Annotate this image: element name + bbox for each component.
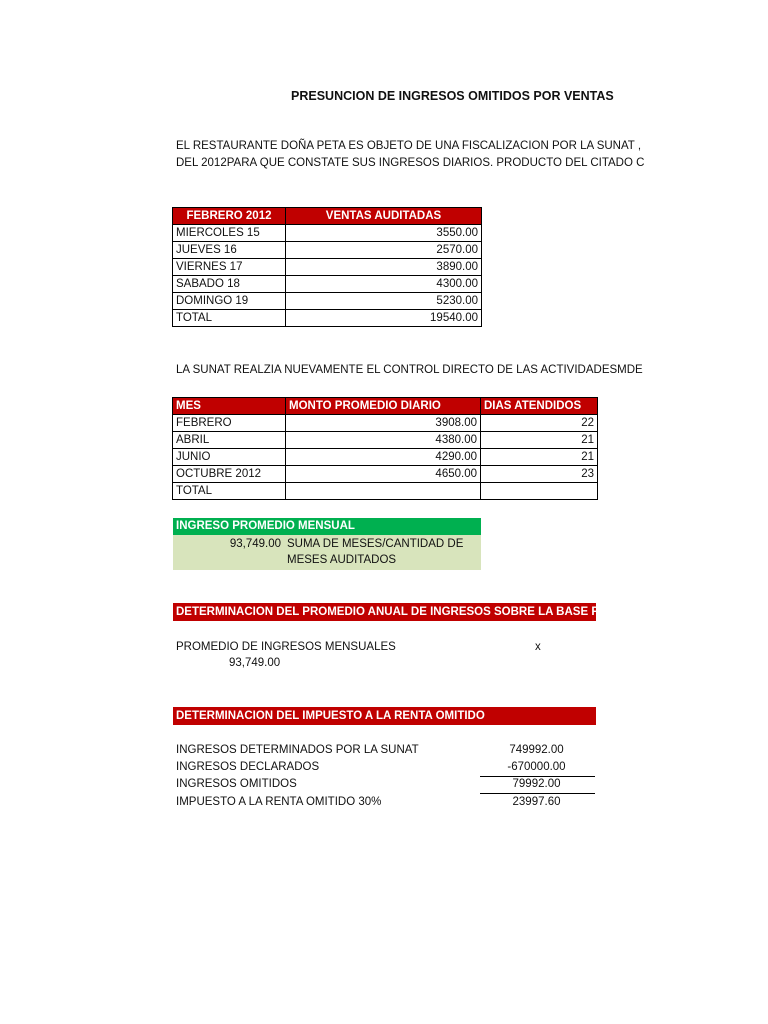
column-header-amount: MONTO PROMEDIO DIARIO [286,398,481,415]
day-cell: JUEVES 16 [173,242,286,259]
sales-cell: 2570.00 [286,242,482,259]
days-cell: 22 [481,415,598,432]
amount-cell: 4380.00 [286,432,481,449]
month-cell: JUNIO [173,449,286,466]
table-row [173,276,482,293]
tax-row-label: IMPUESTO A LA RENTA OMITIDO 30% [176,796,382,808]
tax-row-value: 79992.00 [512,778,561,790]
amount-cell: 4650.00 [286,466,481,483]
column-header-month: FEBRERO 2012 [173,208,286,225]
amount-cell: 4290.00 [286,449,481,466]
sales-cell: 3550.00 [286,225,482,242]
column-header-days: DIAS ATENDIDOS [481,398,598,415]
annual-label: PROMEDIO DE INGRESOS MENSUALES [176,641,396,653]
sales-cell: 5230.00 [286,293,482,310]
day-cell: VIERNES 17 [173,259,286,276]
annual-section-header: DETERMINACION DEL PROMEDIO ANUAL DE INGRESOS SOBRE LA BASE PRESUNTA [173,603,596,621]
column-header-sales: VENTAS AUDITADAS [286,208,482,225]
audited-sales-table [172,207,482,327]
table-row [173,432,598,449]
intro-line-1: EL RESTAURANTE DOÑA PETA ES OBJETO DE UNA FISCALIZACION POR LA SUNAT , [176,140,642,152]
total-label: TOTAL [173,483,286,500]
days-cell: 21 [481,449,598,466]
table-row [173,466,598,483]
table-header-row [173,208,482,225]
day-cell: MIERCOLES 15 [173,225,286,242]
monthly-average-value: 93,749.00 [229,538,281,550]
monthly-average-body [173,535,481,570]
total-label: TOTAL [173,310,286,327]
days-cell: 21 [481,432,598,449]
tax-section-header: DETERMINACION DEL IMPUESTO A LA RENTA OMITIDO [173,707,596,725]
table-row [173,293,482,310]
total-days-cell [481,483,598,500]
monthly-average-note-line-1: SUMA DE MESES/CANTIDAD DE [287,538,464,550]
table-row [173,415,598,432]
tax-row-label: INGRESOS OMITIDOS [176,778,297,790]
day-cell: DOMINGO 19 [173,293,286,310]
annual-value: 93,749.00 [229,657,281,669]
total-divider [480,793,595,794]
table-header-row [173,398,598,415]
column-header-month: MES [173,398,286,415]
table-row [173,449,598,466]
tax-row-value: -670000.00 [507,761,566,773]
tax-row-value: 23997.60 [512,796,561,808]
total-amount-cell [286,483,481,500]
tax-row-label: INGRESOS DECLARADOS [176,761,320,773]
month-cell: OCTUBRE 2012 [173,466,286,483]
total-value: 19540.00 [286,310,482,327]
table-row [173,242,482,259]
month-cell: ABRIL [173,432,286,449]
tax-row-label: INGRESOS DETERMINADOS POR LA SUNAT [176,744,419,756]
monthly-average-note-line-2: MESES AUDITADOS [287,554,397,566]
monthly-average-table [172,397,598,500]
days-cell: 23 [481,466,598,483]
sales-cell: 3890.00 [286,259,482,276]
total-row [173,483,598,500]
month-cell: FEBRERO [173,415,286,432]
amount-cell: 3908.00 [286,415,481,432]
day-cell: SABADO 18 [173,276,286,293]
table-row [173,225,482,242]
subtotal-divider [480,776,595,777]
page-title: PRESUNCION DE INGRESOS OMITIDOS POR VENTAS [291,89,614,103]
total-row [173,310,482,327]
control-text: LA SUNAT REALZIA NUEVAMENTE EL CONTROL DIRECTO DE LAS ACTIVIDADESMDE [176,364,643,376]
sales-cell: 4300.00 [286,276,482,293]
intro-line-2: DEL 2012PARA QUE CONSTATE SUS INGRESOS DIARIOS. PRODUCTO DEL CITADO C [176,157,645,169]
multiply-operator: x [535,641,541,653]
monthly-average-header: INGRESO PROMEDIO MENSUAL [173,518,481,535]
table-row [173,259,482,276]
tax-row-value: 749992.00 [509,744,564,756]
